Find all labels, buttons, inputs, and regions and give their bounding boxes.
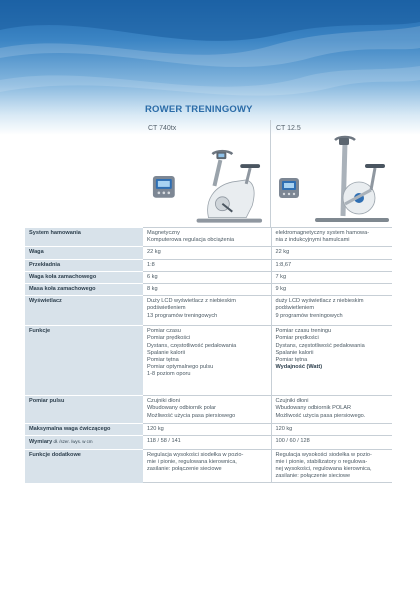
spec-row — [25, 271, 392, 283]
spec-value-ct-12-5 — [271, 271, 392, 283]
spec-row — [25, 284, 392, 296]
spec-value-line: 8 kg — [147, 286, 158, 293]
spec-value-line: 13 programów treningowych — [147, 312, 218, 319]
specification-table — [25, 227, 392, 483]
spec-value-ct-740tx — [143, 271, 271, 283]
spec-value-ct-12-5 — [271, 247, 392, 259]
model-name: CT 12.5 — [276, 125, 301, 132]
spec-value-line: elektromagnetyczny system hamowa- — [275, 230, 370, 236]
spec-label — [25, 228, 143, 247]
spec-value-ct-12-5 — [271, 396, 392, 424]
spec-value-line: Duży LCD wyświetlacz z niebieskim — [147, 298, 236, 305]
spec-value-ct-740tx — [143, 228, 271, 247]
model-name: CT 740tx — [148, 125, 177, 132]
spec-label — [25, 424, 143, 436]
spec-label — [25, 247, 143, 259]
spec-value-line: Wbudowany odbiornik polar — [147, 405, 217, 412]
spec-value-line: 9 kg — [275, 286, 287, 293]
spec-row — [25, 296, 392, 326]
spec-value-line: Pomiar prędkości — [275, 335, 319, 342]
spec-value-line: Wbudowany odbiornik POLAR — [275, 405, 352, 412]
spec-value-ct-12-5 — [271, 326, 392, 396]
spec-value-ct-740tx — [143, 296, 271, 326]
spec-row — [25, 228, 392, 247]
spec-value-ct-12-5 — [271, 284, 392, 296]
spec-value-line: Pomiar tętna — [147, 357, 179, 364]
spec-value-line: Pomiar tętna — [275, 357, 308, 364]
spec-label-text: Maksymalna waga ćwiczącego — [29, 426, 111, 433]
spec-row — [25, 326, 392, 396]
spec-value-line: Komputerowa regulacja obciążenia — [147, 237, 235, 244]
spec-value-line: mie i pionie, stabilizatory o regulowa- — [275, 458, 368, 465]
spec-label-text: Funkcje — [29, 328, 51, 335]
spec-value-line: 6 kg — [147, 273, 158, 280]
spec-value-line: Regulacja wysokości siodełka w pozio- — [147, 451, 244, 458]
spec-label-text: Wyświetlacz — [29, 298, 62, 305]
spec-label-text: System hamowania — [29, 230, 81, 236]
spec-label-text: Masa koła zamachowego — [29, 286, 96, 293]
spec-value-ct-12-5 — [271, 296, 392, 326]
spec-value-line: podświetleniem — [275, 305, 315, 312]
spec-value-line: 118 / 58 / 141 — [147, 438, 181, 445]
spec-label-text: Przekładnia — [29, 261, 61, 268]
spec-value-ct-740tx — [143, 424, 271, 436]
spec-value-ct-740tx — [143, 284, 271, 296]
spec-value-line: 22 kg — [147, 249, 161, 256]
spec-value-line: 9 programów treningowych — [275, 312, 343, 319]
spec-label — [25, 396, 143, 424]
spec-row — [25, 259, 392, 271]
spec-value-line: Pomiar czasu treningu — [275, 328, 332, 335]
spec-row — [25, 247, 392, 259]
spec-value-line: Pomiar czasu — [147, 328, 181, 335]
spec-value-ct-740tx — [143, 436, 271, 449]
exercise-bike-image — [143, 120, 270, 227]
spec-value-line: Pomiar optymalnego pulsu — [147, 364, 214, 371]
spec-value-ct-740tx — [143, 396, 271, 424]
spec-label-text: Pomiar pulsu — [29, 398, 65, 405]
spec-label — [25, 296, 143, 326]
spec-value-line: zasilanie: połączenie sieciowe — [275, 473, 351, 480]
spec-label-unit: dł. /szer. /wys. w cm — [52, 439, 93, 445]
spec-value-line: Spalanie kalorii — [147, 349, 185, 356]
spec-label-text: Funkcje dodatkowe — [29, 451, 81, 458]
spec-label-text: Waga — [29, 249, 44, 256]
spec-row — [25, 424, 392, 436]
spec-value-line: mie i pionie, regulowana kierownica, — [147, 458, 237, 465]
spec-label — [25, 259, 143, 271]
spec-value-line: podświetleniem — [147, 305, 186, 312]
spec-value-line: Możliwość użycia pasa piersiowego — [147, 412, 236, 419]
product-category-title: ROWER TRENINGOWY — [145, 104, 253, 115]
spec-value-line: Magnetyczny — [147, 230, 180, 236]
spec-value-ct-740tx — [143, 259, 271, 271]
spec-value-line-bold: Wydajność (Watt) — [275, 364, 323, 371]
spec-value-line: duży LCD wyświetlacz z niebieskim — [275, 298, 364, 305]
spec-value-line: nia z indukcyjnymi hamulcami — [275, 237, 350, 244]
model-column-ct-12-5 — [271, 120, 392, 227]
spec-value-line: 1:8,67 — [275, 261, 292, 268]
spec-row — [25, 396, 392, 424]
spec-value-line: Czujniki dłoni — [147, 398, 180, 405]
spec-value-ct-740tx — [143, 247, 271, 259]
spec-label — [25, 271, 143, 283]
spec-value-line: 7 kg — [275, 273, 287, 280]
exercise-bike-image — [271, 120, 392, 227]
spec-label-text: Wymiary — [29, 439, 53, 446]
model-column-ct-740tx — [143, 120, 271, 227]
spec-label — [25, 284, 143, 296]
spec-value-line: Regulacja wysokości siodełka w pozio- — [275, 451, 372, 458]
spec-value-line: Czujniki dłoni — [275, 398, 309, 405]
spec-value-ct-740tx — [143, 326, 271, 396]
spec-value-line: 1-8 poziom oporu — [147, 371, 191, 378]
spec-label — [25, 449, 143, 483]
spec-value-ct-12-5 — [271, 424, 392, 436]
spec-value-line: 120 kg — [275, 426, 293, 433]
spec-value-line: Dystans, częstotliwość pedałowania — [275, 342, 365, 349]
spec-row — [25, 449, 392, 483]
spec-value-line: 1:8 — [147, 261, 155, 268]
spec-value-ct-12-5 — [271, 228, 392, 247]
spec-value-ct-740tx — [143, 449, 271, 483]
spec-value-ct-12-5 — [271, 436, 392, 449]
spec-value-ct-12-5 — [271, 259, 392, 271]
spec-value-line: Możliwość użycia pasa piersiowego. — [275, 412, 366, 419]
spec-value-line: 100 / 60 / 128 — [275, 438, 310, 445]
spec-label — [25, 436, 143, 449]
spec-label — [25, 326, 143, 396]
spec-value-line: nej wysokości, regulowana kierownica, — [275, 466, 372, 473]
spec-value-line: Spalanie kalorii — [275, 349, 314, 356]
spec-value-ct-12-5 — [271, 449, 392, 483]
spec-value-line: 22 kg — [275, 249, 290, 256]
spec-label-text: Waga koła zamachowego — [29, 273, 97, 280]
spec-value-line: zasilanie: połączenie sieciowe — [147, 466, 222, 473]
spec-row — [25, 436, 392, 449]
spec-value-line: 120 kg — [147, 426, 164, 433]
spec-value-line: Dystans, częstotliwość pedałowania — [147, 342, 237, 349]
spec-value-line: Pomiar prędkości — [147, 335, 191, 342]
